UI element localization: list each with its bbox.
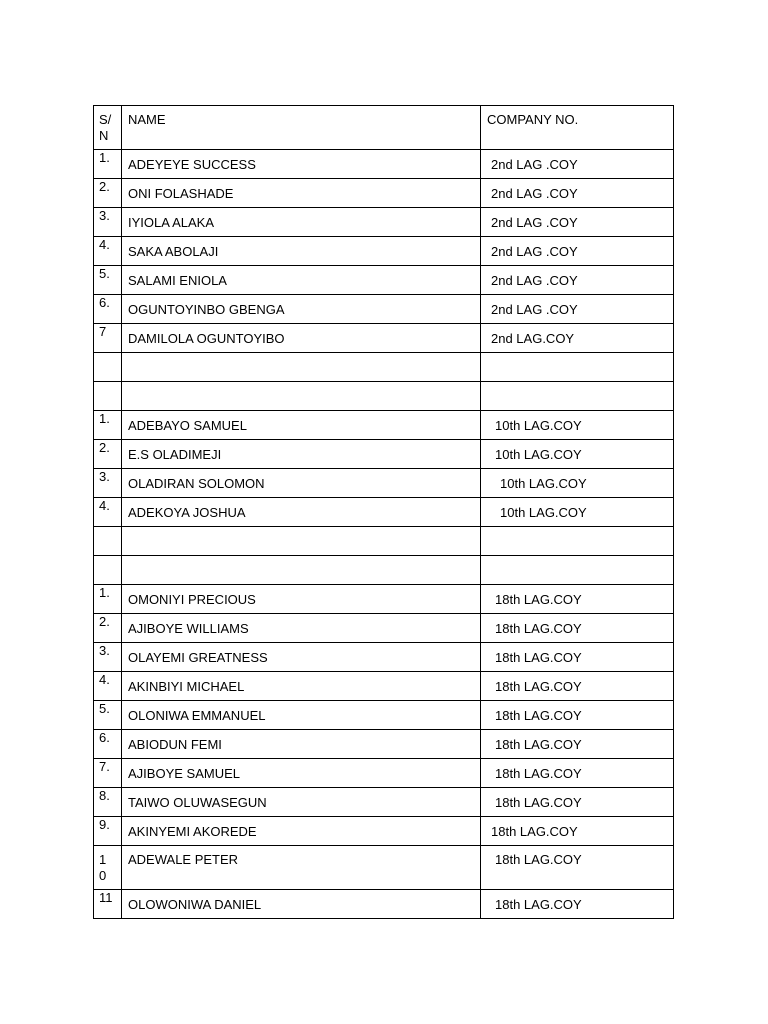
cell-company <box>481 527 674 556</box>
cell-sn: 1. <box>94 411 122 440</box>
cell-sn: 6. <box>94 730 122 759</box>
cell-company: 2nd LAG .COY <box>481 179 674 208</box>
cell-company <box>481 556 674 585</box>
cell-name <box>122 556 481 585</box>
cell-name: ADEKOYA JOSHUA <box>122 498 481 527</box>
cell-name: ADEBAYO SAMUEL <box>122 411 481 440</box>
cell-company: 18th LAG.COY <box>481 585 674 614</box>
cell-name: ADEWALE PETER <box>122 846 481 890</box>
cell-company: 18th LAG.COY <box>481 643 674 672</box>
cell-sn: 1. <box>94 150 122 179</box>
cell-name: OLONIWA EMMANUEL <box>122 701 481 730</box>
cell-name <box>122 527 481 556</box>
cell-sn: 1 0 <box>94 846 122 890</box>
cell-sn: 9. <box>94 817 122 846</box>
cell-name: AKINBIYI MICHAEL <box>122 672 481 701</box>
cell-company: 2nd LAG .COY <box>481 266 674 295</box>
cell-sn: 7. <box>94 759 122 788</box>
cell-name <box>122 382 481 411</box>
table-row <box>94 672 674 701</box>
table-row <box>94 585 674 614</box>
cell-company <box>481 353 674 382</box>
cell-name <box>122 353 481 382</box>
cell-sn: 1. <box>94 585 122 614</box>
table-row <box>94 179 674 208</box>
cell-sn: 5. <box>94 701 122 730</box>
cell-company: 18th LAG.COY <box>481 759 674 788</box>
table-row <box>94 208 674 237</box>
table-row <box>94 498 674 527</box>
cell-sn: 11 <box>94 890 122 919</box>
table-header-row <box>94 106 674 150</box>
cell-name: ONI FOLASHADE <box>122 179 481 208</box>
table-row <box>94 556 674 585</box>
cell-sn: 6. <box>94 295 122 324</box>
cell-company: 2nd LAG .COY <box>481 295 674 324</box>
cell-name: OLOWONIWA DANIEL <box>122 890 481 919</box>
cell-sn: 2. <box>94 179 122 208</box>
cell-sn: 5. <box>94 266 122 295</box>
cell-name: OMONIYI PRECIOUS <box>122 585 481 614</box>
cell-sn <box>94 353 122 382</box>
table-row <box>94 701 674 730</box>
cell-company: 18th LAG.COY <box>481 701 674 730</box>
cell-name: OLAYEMI GREATNESS <box>122 643 481 672</box>
cell-name: ADEYEYE SUCCESS <box>122 150 481 179</box>
cell-sn: 3. <box>94 469 122 498</box>
cell-name: SAKA ABOLAJI <box>122 237 481 266</box>
cell-company: 10th LAG.COY <box>481 469 674 498</box>
table-row <box>94 150 674 179</box>
cell-name: OLADIRAN SOLOMON <box>122 469 481 498</box>
cell-company: 2nd LAG .COY <box>481 237 674 266</box>
cell-sn: 3. <box>94 208 122 237</box>
table-row <box>94 890 674 919</box>
table-row <box>94 469 674 498</box>
roster-body <box>94 150 674 919</box>
header-name: NAME <box>122 106 481 150</box>
cell-name: TAIWO OLUWASEGUN <box>122 788 481 817</box>
cell-name: AKINYEMI AKOREDE <box>122 817 481 846</box>
cell-name: IYIOLA ALAKA <box>122 208 481 237</box>
table-row <box>94 817 674 846</box>
table-row <box>94 237 674 266</box>
table-row <box>94 440 674 469</box>
cell-company: 10th LAG.COY <box>481 411 674 440</box>
cell-company: 18th LAG.COY <box>481 730 674 759</box>
table-row <box>94 324 674 353</box>
cell-name: AJIBOYE SAMUEL <box>122 759 481 788</box>
roster-table <box>93 105 674 919</box>
cell-name: AJIBOYE WILLIAMS <box>122 614 481 643</box>
cell-sn <box>94 556 122 585</box>
table-row <box>94 353 674 382</box>
header-company: COMPANY NO. <box>481 106 674 150</box>
cell-name: OGUNTOYINBO GBENGA <box>122 295 481 324</box>
cell-company: 18th LAG.COY <box>481 788 674 817</box>
header-sn: S/ N <box>94 106 122 150</box>
cell-company: 2nd LAG .COY <box>481 208 674 237</box>
cell-company: 2nd LAG.COY <box>481 324 674 353</box>
cell-company <box>481 382 674 411</box>
cell-name: DAMILOLA OGUNTOYIBO <box>122 324 481 353</box>
table-row <box>94 266 674 295</box>
cell-name: E.S OLADIMEJI <box>122 440 481 469</box>
cell-name: SALAMI ENIOLA <box>122 266 481 295</box>
table-row <box>94 382 674 411</box>
cell-company: 18th LAG.COY <box>481 614 674 643</box>
table-row <box>94 788 674 817</box>
cell-sn <box>94 382 122 411</box>
cell-sn: 2. <box>94 440 122 469</box>
cell-sn: 7 <box>94 324 122 353</box>
table-row <box>94 846 674 890</box>
table-row <box>94 614 674 643</box>
table-row <box>94 411 674 440</box>
cell-sn: 3. <box>94 643 122 672</box>
cell-company: 10th LAG.COY <box>481 440 674 469</box>
cell-company: 18th LAG.COY <box>481 846 674 890</box>
cell-company: 2nd LAG .COY <box>481 150 674 179</box>
cell-sn: 2. <box>94 614 122 643</box>
table-row <box>94 527 674 556</box>
cell-sn <box>94 527 122 556</box>
table-row <box>94 759 674 788</box>
table-row <box>94 643 674 672</box>
cell-company: 18th LAG.COY <box>481 890 674 919</box>
cell-sn: 4. <box>94 498 122 527</box>
cell-name: ABIODUN FEMI <box>122 730 481 759</box>
cell-sn: 4. <box>94 672 122 701</box>
cell-sn: 4. <box>94 237 122 266</box>
cell-company: 18th LAG.COY <box>481 817 674 846</box>
table-row <box>94 295 674 324</box>
cell-sn: 8. <box>94 788 122 817</box>
cell-company: 10th LAG.COY <box>481 498 674 527</box>
table-row <box>94 730 674 759</box>
cell-company: 18th LAG.COY <box>481 672 674 701</box>
